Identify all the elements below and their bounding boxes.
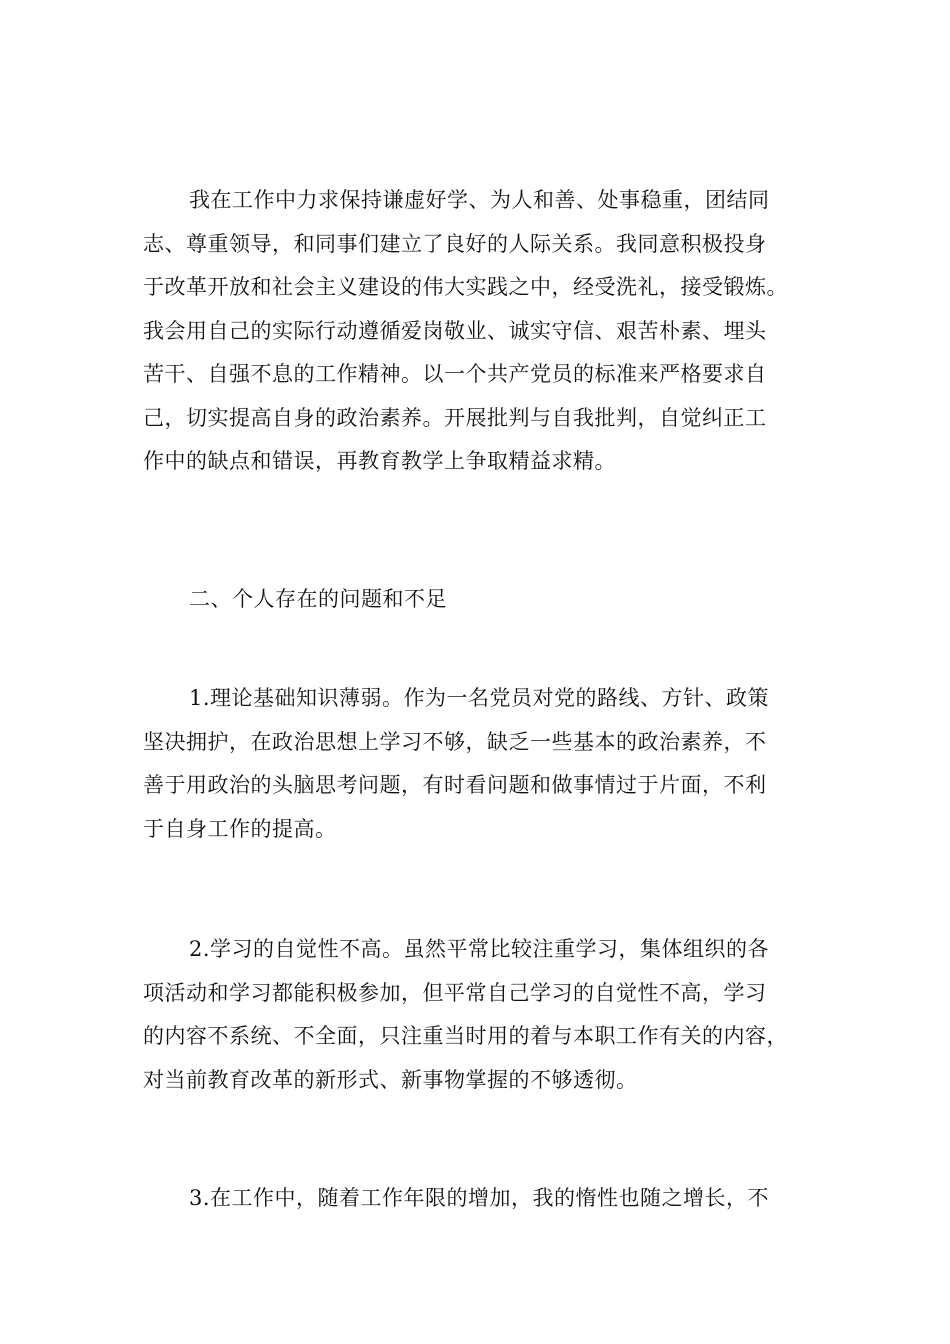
text-line: 志、尊重领导，和同事们建立了良好的人际关系。我同意积极投身 — [143, 231, 767, 256]
text-line: 对当前教育改革的新形式、新事物掌握的不够透彻。 — [143, 1067, 638, 1092]
paragraph-interpersonal — [143, 179, 813, 484]
heading-text: 二、个人存在的问题和不足 — [189, 587, 447, 611]
paragraph-item-2 — [143, 928, 813, 1102]
text-line: 3.在工作中，随着工作年限的增加，我的惰性也随之增长，不 — [189, 1186, 770, 1210]
text-line: 于自身工作的提高。 — [143, 816, 337, 841]
text-line: 我在工作中力求保持谦虚好学、为人和善、处事稳重，团结同 — [189, 188, 770, 212]
text-line: 项活动和学习都能积极参加，但平常自己学习的自觉性不高，学习 — [143, 980, 767, 1005]
paragraph-item-3 — [143, 1177, 813, 1221]
paragraph-item-1 — [143, 677, 813, 851]
text-line: 坚决拥护，在政治思想上学习不够，缺乏一些基本的政治素养，不 — [143, 729, 767, 754]
text-line: 我会用自己的实际行动遵循爱岗敬业、诚实守信、艰苦朴素、埋头 — [143, 318, 767, 343]
text-line: 的内容不系统、不全面，只注重当时用的着与本职工作有关的内容， — [143, 1024, 788, 1048]
section-heading — [143, 578, 813, 622]
text-line: 作中的缺点和错误，再教育教学上争取精益求精。 — [143, 449, 616, 473]
text-line: 2.学习的自觉性不高。虽然平常比较注重学习，集体组织的各 — [189, 937, 770, 961]
text-line: 于改革开放和社会主义建设的伟大实践之中，经受洗礼，接受锻炼。 — [143, 275, 788, 299]
text-line: 苦干、自强不息的工作精神。以一个共产党员的标准来严格要求自 — [143, 362, 767, 386]
text-line: 己，切实提高自身的政治素养。开展批判与自我批判，自觉纠正工 — [143, 405, 767, 430]
text-line: 1.理论基础知识薄弱。作为一名党员对党的路线、方针、政策 — [189, 686, 770, 710]
text-line: 善于用政治的头脑思考问题，有时看问题和做事情过于片面，不利 — [143, 773, 767, 797]
